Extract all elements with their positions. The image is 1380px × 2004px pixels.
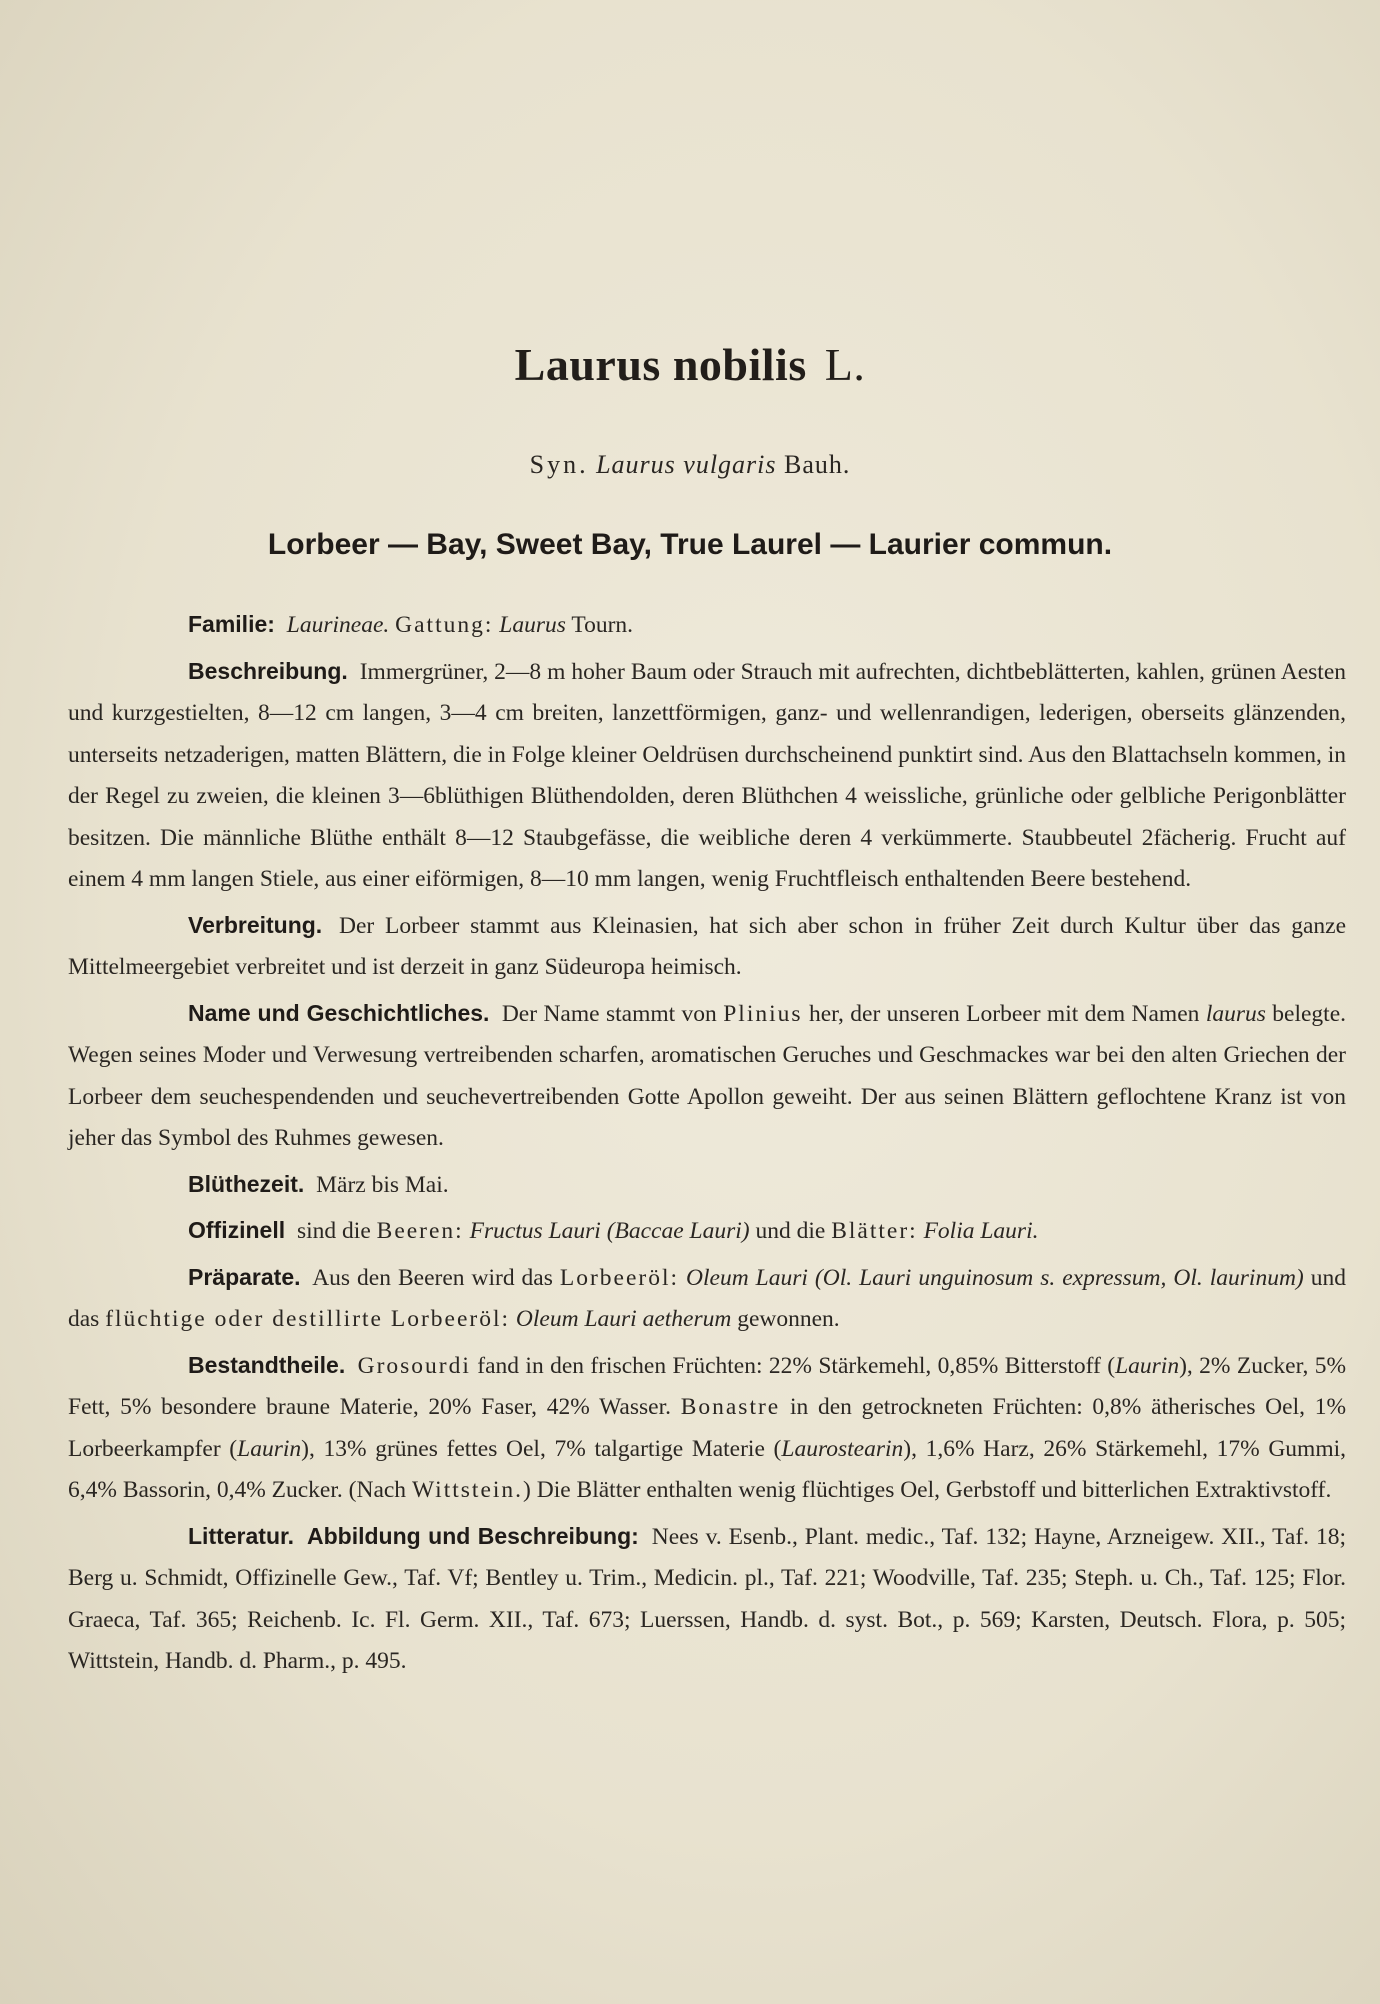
bestandtheile-laurin-1: Laurin bbox=[1115, 1352, 1180, 1379]
bestandtheile-text-4: ), 13% grünes fettes Oel, 7% talgartige Materie ( bbox=[301, 1435, 782, 1462]
praeparate-fluechtige: flüchtige oder destillirte Lorbeeröl: bbox=[105, 1306, 511, 1332]
offizinell-text-1: sind die bbox=[297, 1218, 371, 1244]
gattung-heading: Gattung: bbox=[395, 612, 494, 638]
offizinell-text-2: und die bbox=[755, 1218, 826, 1244]
bestandtheile-text-3: in den getrockneten Früchten: 0,8% ätherisches Oel, 1% Lorbeerkampfer ( bbox=[68, 1394, 1347, 1462]
litteratur-heading: Litteratur. bbox=[188, 1522, 295, 1549]
praeparate-text-3: gewonnen. bbox=[737, 1306, 840, 1332]
litteratur-subheading: Abbildung und Beschreibung: bbox=[307, 1522, 639, 1549]
gattung-author: Tourn. bbox=[571, 612, 634, 638]
bluethezeit-paragraph bbox=[68, 1164, 1346, 1207]
offizinell-blaetter: Blätter: bbox=[831, 1218, 918, 1244]
bestandtheile-laurostearin: Laurostearin bbox=[781, 1435, 904, 1462]
bestandtheile-paragraph bbox=[68, 1345, 1346, 1512]
familie-paragraph bbox=[68, 604, 1346, 647]
litteratur-paragraph bbox=[68, 1516, 1346, 1683]
gattung-value: Laurus bbox=[499, 612, 566, 638]
praeparate-text-1: Aus den Beeren wird das bbox=[312, 1264, 553, 1291]
familie-heading: Familie: bbox=[188, 611, 275, 637]
offizinell-drug-2: Folia Lauri. bbox=[923, 1218, 1039, 1244]
verbreitung-paragraph bbox=[68, 905, 1346, 989]
offizinell-drug-1: Fructus Lauri (Baccae Lauri) bbox=[469, 1218, 750, 1244]
verbreitung-heading: Verbreitung. bbox=[188, 911, 323, 938]
bestandtheile-text-2: ), 2% Zucker, 5% Fett, 5% besondere braune Materie, 20% Faser, 42% Wasser. bbox=[68, 1352, 1347, 1420]
bestandtheile-heading: Bestandtheile. bbox=[188, 1351, 346, 1378]
beschreibung-text: Immergrüner, 2—8 m hoher Baum oder Strauch mit aufrechten, dichtbeblätterten, kahlen, grünen Aesten und kurzgestielten, 8—12 cm langen, 3—4 cm breiten, lanzettförmigen, ganz- und wellenrandigen, lederigen, oberseits glänzenden, unterseits netzaderigen, matten Blättern, die in Folge kleiner Oeldrüsen durchscheinend punktirt sind. Aus den Blattachseln kommen, in der Regel zu zweien, die kleinen 3—6blüthigen Blüthendolden, deren Blüthchen 4 weissliche, grünliche oder gelbliche Perigonblätter besitzen. Die männliche Blüthe enthält 8—12 Staubgefässe, die weibliche deren 4 verkümmerte. Staubbeutel 2fächerig. Frucht auf einem 4 mm langen Stiele, aus einer eiförmigen, 8—10 mm langen, wenig Fruchtfleisch enthaltenden Beere bestehend. bbox=[68, 658, 1346, 892]
page-title bbox=[0, 338, 1380, 391]
synonym-line bbox=[0, 450, 1380, 480]
offizinell-heading: Offizinell bbox=[188, 1217, 286, 1243]
bestandtheile-text-6: ) Die Blätter enthalten wenig flüchtiges Oel, Gerbstoff und bitterlichen Extraktivstoff. bbox=[523, 1477, 1332, 1503]
syn-label: Syn. bbox=[529, 450, 589, 479]
praeparate-heading: Präparate. bbox=[188, 1263, 301, 1290]
bluethezeit-text: März bis Mai. bbox=[316, 1171, 449, 1198]
praeparate-lorbeeroel: Lorbeeröl: bbox=[559, 1264, 680, 1291]
name-plinius: Plinius bbox=[723, 1000, 803, 1027]
bestandtheile-text-1: fand in den frischen Früchten: 22% Stärkemehl, 0,85% Bitterstoff ( bbox=[477, 1352, 1116, 1379]
litteratur-text: Nees v. Esenb., Plant. medic., Taf. 132; Hayne, Arzneigew. XII., Taf. 18; Berg u. Schmidt, Offizinelle Gew., Taf. Vf; Bentley u. Trim., Medicin. pl., Taf. 221; Woodville, Taf. 235; Steph. u. Ch., Taf. 125; Flor. Graeca, Taf. 365; Reichenb. Ic. Fl. Germ. XII., Taf. 673; Luerssen, Handb. d. syst. Bot., p. 569; Karsten, Deutsch. Flora, p. 505; Wittstein, Handb. d. Pharm., p. 495. bbox=[68, 1523, 1346, 1674]
bestandtheile-laurin-2: Laurin bbox=[237, 1435, 302, 1462]
praeparate-paragraph bbox=[68, 1257, 1346, 1341]
name-text-3: belegte. Wegen seines Moder und Verwesung vertreibenden scharfen, aromatischen Geruches und Geschmackes war bei den alten Griechen der Lorbeer dem seuchespendenden und seuchevertreibenden Gotte Apollon geweiht. Der aus seinen Blättern geflochtene Kranz ist von jeher das Symbol des Ruhmes gewesen. bbox=[68, 1000, 1347, 1151]
title-species: Laurus nobilis bbox=[514, 339, 807, 390]
bluethezeit-heading: Blüthezeit. bbox=[188, 1170, 305, 1197]
name-text-2: her, der unseren Lorbeer mit dem Namen bbox=[808, 1000, 1200, 1027]
bestandtheile-grosourdi: Grosourdi bbox=[357, 1352, 471, 1379]
offizinell-beeren: Beeren: bbox=[376, 1218, 464, 1244]
name-heading: Name und Geschichtliches. bbox=[188, 999, 490, 1026]
praeparate-text-2: und das bbox=[68, 1264, 1346, 1332]
title-author: L. bbox=[824, 339, 866, 390]
name-text-1: Der Name stammt von bbox=[501, 1000, 717, 1027]
beschreibung-paragraph bbox=[68, 651, 1346, 901]
offizinell-paragraph bbox=[68, 1210, 1346, 1253]
praeparate-drug-1: Oleum Lauri (Ol. Lauri unguinosum s. expressum, Ol. laurinum) bbox=[686, 1264, 1304, 1291]
beschreibung-heading: Beschreibung. bbox=[188, 657, 348, 684]
praeparate-drug-2: Oleum Lauri aetherum bbox=[515, 1306, 732, 1332]
familie-value: Laurineae. bbox=[286, 612, 390, 638]
bestandtheile-wittstein: Wittstein. bbox=[411, 1477, 524, 1503]
verbreitung-text: Der Lorbeer stammt aus Kleinasien, hat sich aber schon in früher Zeit durch Kultur über das ganze Mittelmeergebiet verbreitet und ist derzeit in ganz Südeuropa heimisch. bbox=[68, 912, 1346, 980]
main-text bbox=[68, 604, 1346, 1687]
bestandtheile-text-5: ), 1,6% Harz, 26% Stärkemehl, 17% Gummi, 6,4% Bassorin, 0,4% Zucker. (Nach bbox=[68, 1435, 1347, 1503]
syn-author: Bauh. bbox=[784, 450, 851, 479]
common-names: Lorbeer — Bay, Sweet Bay, True Laurel — Laurier commun. bbox=[267, 528, 1113, 561]
name-laurus: laurus bbox=[1205, 1000, 1266, 1027]
bestandtheile-bonastre: Bonastre bbox=[680, 1394, 781, 1420]
syn-name: Laurus vulgaris bbox=[596, 450, 777, 479]
name-paragraph bbox=[68, 993, 1346, 1160]
